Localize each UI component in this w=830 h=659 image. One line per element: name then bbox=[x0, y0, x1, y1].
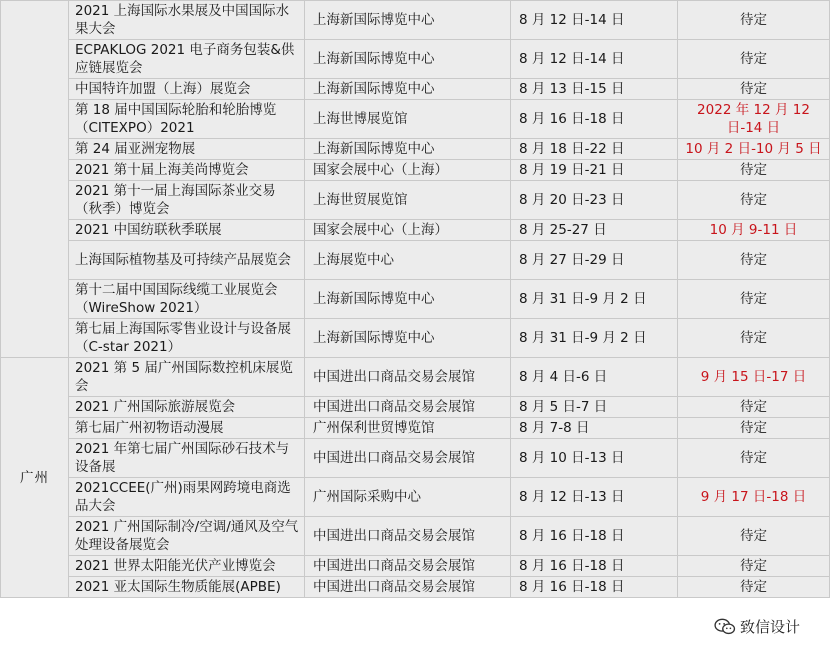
name-cell: 2021 上海国际水果展及中国国际水果大会 bbox=[69, 1, 305, 40]
logo-text: 致信设计 bbox=[739, 618, 800, 636]
date-cell: 8 月 12 日-13 日 bbox=[511, 478, 678, 517]
venue-cell: 广州保利世贸博览馆 bbox=[305, 418, 511, 439]
table-row bbox=[1, 139, 830, 160]
venue-cell: 上海新国际博览中心 bbox=[305, 40, 511, 79]
date-cell: 8 月 27 日-29 日 bbox=[511, 241, 678, 280]
venue-cell: 上海新国际博览中心 bbox=[305, 139, 511, 160]
status-cell: 待定 bbox=[678, 241, 830, 280]
table-row bbox=[1, 418, 830, 439]
date-cell: 8 月 12 日-14 日 bbox=[511, 40, 678, 79]
venue-cell: 上海新国际博览中心 bbox=[305, 1, 511, 40]
status-cell: 待定 bbox=[678, 181, 830, 220]
table-row bbox=[1, 79, 830, 100]
status-cell: 待定 bbox=[678, 577, 830, 598]
name-cell: 2021 广州国际旅游展览会 bbox=[69, 397, 305, 418]
table-row bbox=[1, 556, 830, 577]
name-cell: 第十二届中国国际线缆工业展览会（WireShow 2021） bbox=[69, 280, 305, 319]
status-cell: 待定 bbox=[678, 280, 830, 319]
table-row bbox=[1, 40, 830, 79]
date-cell: 8 月 20 日-23 日 bbox=[511, 181, 678, 220]
table-row bbox=[1, 160, 830, 181]
city-cell-guangzhou: 广州 bbox=[1, 358, 69, 598]
date-cell: 8 月 16 日-18 日 bbox=[511, 100, 678, 139]
table-row bbox=[1, 220, 830, 241]
table-row bbox=[1, 397, 830, 418]
venue-cell: 国家会展中心（上海） bbox=[305, 160, 511, 181]
exhibition-table-body bbox=[1, 1, 830, 598]
name-cell: 2021 广州国际制冷/空调/通风及空气处理设备展览会 bbox=[69, 517, 305, 556]
table-row bbox=[1, 241, 830, 280]
name-cell: 2021 年第七届广州国际砂石技术与设备展 bbox=[69, 439, 305, 478]
date-cell: 8 月 18 日-22 日 bbox=[511, 139, 678, 160]
date-cell: 8 月 16 日-18 日 bbox=[511, 556, 678, 577]
status-cell: 2022 年 12 月 12 日-14 日 bbox=[678, 100, 830, 139]
venue-cell: 上海新国际博览中心 bbox=[305, 280, 511, 319]
table-row bbox=[1, 100, 830, 139]
status-cell: 待定 bbox=[678, 439, 830, 478]
venue-cell: 上海世博展览馆 bbox=[305, 100, 511, 139]
watermark-logo bbox=[714, 616, 800, 637]
status-cell: 待定 bbox=[678, 79, 830, 100]
table-row bbox=[1, 181, 830, 220]
status-cell: 9 月 15 日-17 日 bbox=[678, 358, 830, 397]
table-row bbox=[1, 358, 830, 397]
venue-cell: 中国进出口商品交易会展馆 bbox=[305, 439, 511, 478]
venue-cell: 中国进出口商品交易会展馆 bbox=[305, 397, 511, 418]
status-cell: 9 月 17 日-18 日 bbox=[678, 478, 830, 517]
date-cell: 8 月 25-27 日 bbox=[511, 220, 678, 241]
venue-cell: 中国进出口商品交易会展馆 bbox=[305, 358, 511, 397]
status-cell: 待定 bbox=[678, 1, 830, 40]
status-cell: 10 月 2 日-10 月 5 日 bbox=[678, 139, 830, 160]
date-cell: 8 月 31 日-9 月 2 日 bbox=[511, 280, 678, 319]
name-cell: 2021 中国纺联秋季联展 bbox=[69, 220, 305, 241]
name-cell: 2021 亚太国际生物质能展(APBE) bbox=[69, 577, 305, 598]
status-cell: 待定 bbox=[678, 517, 830, 556]
status-cell: 待定 bbox=[678, 160, 830, 181]
name-cell: 第七届广州初物语动漫展 bbox=[69, 418, 305, 439]
date-cell: 8 月 31 日-9 月 2 日 bbox=[511, 319, 678, 358]
name-cell: 2021 第十届上海美尚博览会 bbox=[69, 160, 305, 181]
table-row bbox=[1, 280, 830, 319]
venue-cell: 中国进出口商品交易会展馆 bbox=[305, 556, 511, 577]
venue-cell: 广州国际采购中心 bbox=[305, 478, 511, 517]
status-cell: 待定 bbox=[678, 397, 830, 418]
name-cell: 2021 第十一届上海国际茶业交易（秋季）博览会 bbox=[69, 181, 305, 220]
table-row bbox=[1, 319, 830, 358]
status-cell: 待定 bbox=[678, 40, 830, 79]
status-cell: 待定 bbox=[678, 556, 830, 577]
name-cell: 中国特许加盟（上海）展览会 bbox=[69, 79, 305, 100]
name-cell: 第 24 届亚洲宠物展 bbox=[69, 139, 305, 160]
table-row bbox=[1, 478, 830, 517]
date-cell: 8 月 12 日-14 日 bbox=[511, 1, 678, 40]
table-row bbox=[1, 517, 830, 556]
venue-cell: 中国进出口商品交易会展馆 bbox=[305, 517, 511, 556]
date-cell: 8 月 19 日-21 日 bbox=[511, 160, 678, 181]
table-row bbox=[1, 439, 830, 478]
status-cell: 10 月 9-11 日 bbox=[678, 220, 830, 241]
name-cell: 2021 世界太阳能光伏产业博览会 bbox=[69, 556, 305, 577]
venue-cell: 中国进出口商品交易会展馆 bbox=[305, 577, 511, 598]
venue-cell: 上海展览中心 bbox=[305, 241, 511, 280]
date-cell: 8 月 4 日-6 日 bbox=[511, 358, 678, 397]
name-cell: 上海国际植物基及可持续产品展览会 bbox=[69, 241, 305, 280]
date-cell: 8 月 16 日-18 日 bbox=[511, 517, 678, 556]
name-cell: 第 18 届中国国际轮胎和轮胎博览（CITEXPO）2021 bbox=[69, 100, 305, 139]
city-cell-shanghai bbox=[1, 1, 69, 358]
name-cell: ECPAKLOG 2021 电子商务包装&供应链展览会 bbox=[69, 40, 305, 79]
name-cell: 第七届上海国际零售业设计与设备展（C-star 2021） bbox=[69, 319, 305, 358]
table-row bbox=[1, 1, 830, 40]
name-cell: 2021 第 5 届广州国际数控机床展览会 bbox=[69, 358, 305, 397]
venue-cell: 上海新国际博览中心 bbox=[305, 319, 511, 358]
date-cell: 8 月 7-8 日 bbox=[511, 418, 678, 439]
status-cell: 待定 bbox=[678, 418, 830, 439]
date-cell: 8 月 13 日-15 日 bbox=[511, 79, 678, 100]
status-cell: 待定 bbox=[678, 319, 830, 358]
venue-cell: 上海世贸展览馆 bbox=[305, 181, 511, 220]
wechat-icon bbox=[714, 618, 736, 636]
venue-cell: 国家会展中心（上海） bbox=[305, 220, 511, 241]
date-cell: 8 月 5 日-7 日 bbox=[511, 397, 678, 418]
table-row bbox=[1, 577, 830, 598]
date-cell: 8 月 10 日-13 日 bbox=[511, 439, 678, 478]
venue-cell: 上海新国际博览中心 bbox=[305, 79, 511, 100]
name-cell: 2021CCEE(广州)雨果网跨境电商选品大会 bbox=[69, 478, 305, 517]
date-cell: 8 月 16 日-18 日 bbox=[511, 577, 678, 598]
